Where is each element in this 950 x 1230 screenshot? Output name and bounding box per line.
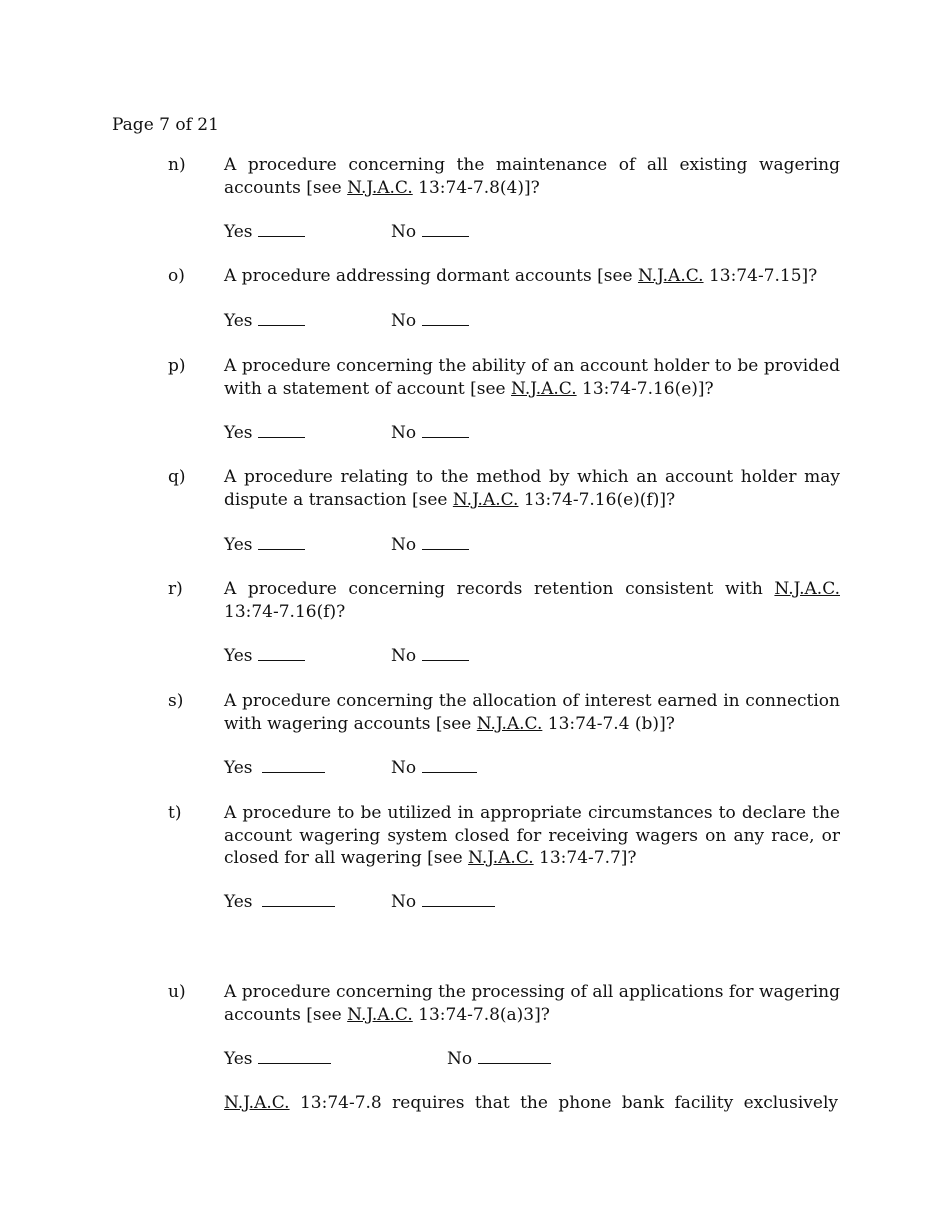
no-blank[interactable] (422, 311, 469, 326)
no-blank[interactable] (422, 423, 469, 438)
no-blank[interactable] (422, 646, 469, 661)
question-text: A procedure to be utilized in appropriate circumstances to declare the account wagering system closed for receiving wagers on any race, or closed for all wagering [see N.J.A.C. 13:74-7.7]? (224, 803, 840, 868)
no-label: No (391, 222, 417, 242)
citation: N.J.A.C. (774, 579, 840, 599)
no-blank[interactable] (478, 1049, 551, 1064)
no-blank[interactable] (422, 535, 469, 550)
question-letter: q) (168, 467, 186, 487)
no-label: No (391, 758, 417, 778)
yes-label: Yes (224, 1049, 253, 1069)
yes-blank[interactable] (258, 646, 305, 661)
citation: N.J.A.C. (511, 378, 577, 399)
question-o (168, 265, 840, 288)
yes-label: Yes (224, 535, 253, 555)
no-label: No (391, 892, 417, 912)
yes-label: Yes (224, 646, 253, 666)
question-p (168, 355, 840, 400)
yes-blank[interactable] (262, 892, 335, 907)
no-label: No (391, 423, 417, 443)
yes-blank[interactable] (258, 535, 305, 550)
question-letter: n) (168, 155, 186, 175)
answer-row-r (224, 645, 417, 667)
question-letter: s) (168, 691, 184, 711)
no-label: No (391, 311, 417, 331)
question-text: A procedure concerning the maintenance of all existing wagering accounts [see N.J.A.C. 13:74-7.8(4)]? (224, 155, 840, 198)
no-label: No (391, 646, 417, 666)
closing-paragraph: N.J.A.C. 13:74-7.8 requires that the phone bank facility exclusively (224, 1093, 838, 1113)
question-letter: r) (168, 579, 183, 599)
yes-label: Yes (224, 423, 253, 443)
answer-row-n (224, 221, 417, 243)
answer-row-p (224, 422, 417, 444)
citation: N.J.A.C. (476, 713, 543, 734)
page-number: Page 7 of 21 (112, 115, 219, 135)
yes-label: Yes (224, 222, 253, 242)
yes-blank[interactable] (258, 423, 305, 438)
no-label: No (391, 535, 417, 555)
citation: N.J.A.C. (347, 177, 413, 198)
question-text: A procedure relating to the method by which an account holder may dispute a transaction [see N.J.A.C. 13:74-7.16(e)(f)]? (224, 467, 840, 510)
yes-blank[interactable] (258, 222, 305, 237)
question-t (168, 802, 840, 870)
question-n (168, 154, 840, 199)
citation: N.J.A.C. (452, 489, 519, 510)
yes-label: Yes (224, 892, 253, 912)
yes-blank[interactable] (258, 1049, 331, 1064)
answer-row-t (224, 891, 417, 913)
question-letter: p) (168, 356, 186, 376)
question-text: A procedure concerning records retention consistent with N.J.A.C. 13:74-7.16(f)? (224, 579, 840, 622)
no-blank[interactable] (422, 892, 495, 907)
yes-blank[interactable] (258, 311, 305, 326)
citation: N.J.A.C. (224, 1093, 290, 1113)
question-text: A procedure concerning the processing of all applications for wagering accounts [see N.J.A.C. 13:74-7.8(a)3]? (224, 982, 840, 1025)
question-text: A procedure concerning the allocation of interest earned in connection with wagering accounts [see N.J.A.C. 13:74-7.4 (b)]? (224, 691, 840, 734)
yes-label: Yes (224, 758, 253, 778)
question-letter: o) (168, 266, 185, 286)
question-letter: t) (168, 803, 182, 823)
question-u (168, 981, 840, 1026)
answer-row-q (224, 534, 417, 556)
answer-row-u (224, 1048, 473, 1070)
answer-row-o (224, 310, 417, 332)
question-q (168, 466, 840, 511)
question-letter: u) (168, 982, 186, 1002)
citation: N.J.A.C. (468, 848, 534, 868)
question-s (168, 690, 840, 735)
no-blank[interactable] (422, 222, 469, 237)
citation: N.J.A.C. (347, 1004, 413, 1025)
yes-blank[interactable] (262, 758, 325, 773)
answer-row-s (224, 757, 417, 779)
question-text: A procedure concerning the ability of an account holder to be provided with a statement of account [see N.J.A.C. 13:74-7.16(e)]? (224, 356, 840, 399)
citation: N.J.A.C. (637, 266, 704, 286)
question-r (168, 578, 840, 623)
no-blank[interactable] (422, 758, 477, 773)
no-label: No (447, 1049, 473, 1069)
yes-label: Yes (224, 311, 253, 331)
question-text: A procedure addressing dormant accounts [see N.J.A.C. 13:74-7.15]? (224, 266, 818, 286)
